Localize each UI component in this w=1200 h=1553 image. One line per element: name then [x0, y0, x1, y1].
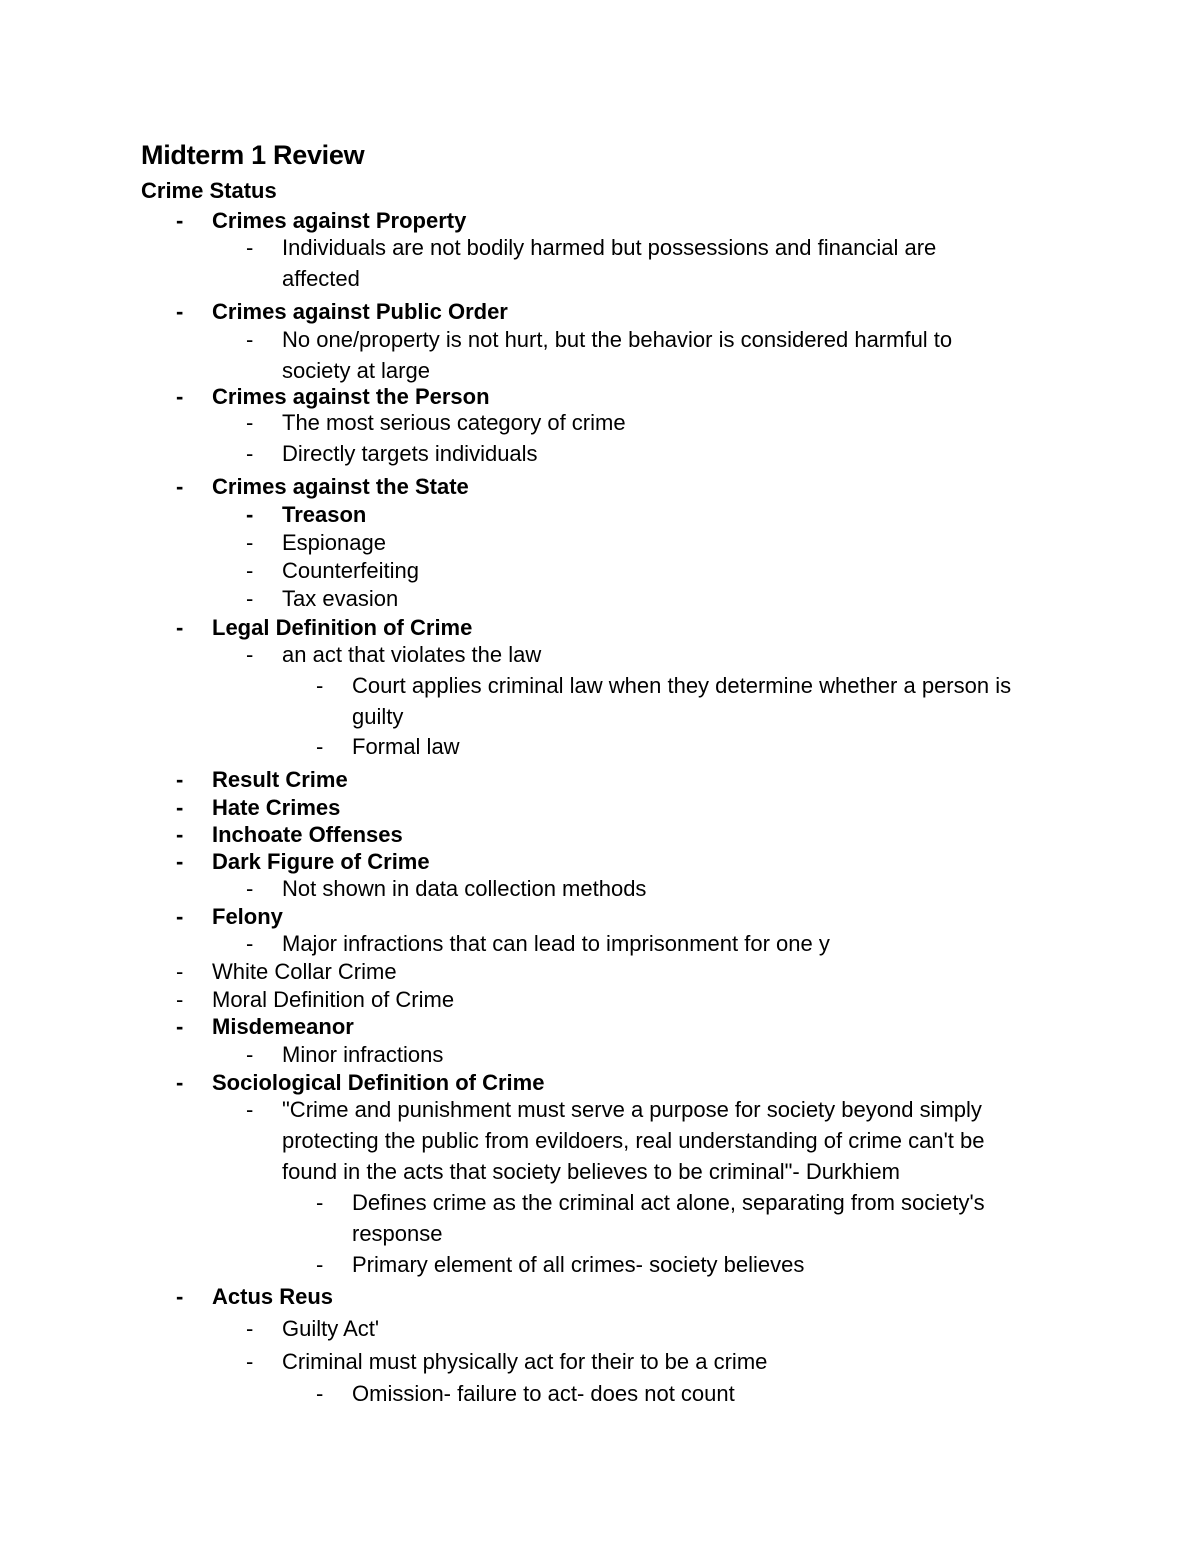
- bullet-dash: -: [176, 849, 184, 874]
- outline-item-text: Espionage: [282, 530, 386, 555]
- bullet-dash: -: [246, 586, 254, 611]
- outline-item-text: Crimes against Property: [212, 208, 467, 233]
- outline-item-text: found in the acts that society believes to be criminal"- Durkhiem: [282, 1159, 900, 1184]
- bullet-dash: -: [316, 1190, 324, 1215]
- outline-item-text: Minor infractions: [282, 1042, 444, 1067]
- outline-item-text: Not shown in data collection methods: [282, 876, 647, 901]
- bullet-dash: -: [176, 767, 184, 792]
- bullet-dash: -: [246, 441, 254, 466]
- bullet-dash: -: [176, 1284, 184, 1309]
- bullet-dash: -: [316, 1252, 324, 1277]
- bullet-dash: -: [176, 474, 184, 499]
- bullet-dash: -: [316, 1381, 324, 1406]
- outline-item-text: Result Crime: [212, 767, 348, 792]
- bullet-dash: -: [246, 642, 254, 667]
- outline-item-text: guilty: [352, 704, 404, 729]
- bullet-dash: -: [176, 822, 184, 847]
- outline-item-text: Inchoate Offenses: [212, 822, 403, 847]
- outline-item-text: response: [352, 1221, 443, 1246]
- outline-item-text: Crimes against the Person: [212, 384, 490, 409]
- outline-item-text: society at large: [282, 358, 430, 383]
- bullet-dash: -: [316, 673, 324, 698]
- outline-item-text: Court applies criminal law when they determine whether a person is: [352, 673, 1012, 698]
- bullet-dash: -: [176, 987, 184, 1012]
- outline-item-text: Sociological Definition of Crime: [212, 1070, 545, 1095]
- outline-item-text: Tax evasion: [282, 586, 399, 611]
- outline-item-text: protecting the public from evildoers, real understanding of crime can't be: [282, 1128, 985, 1153]
- bullet-dash: -: [176, 384, 184, 409]
- outline-item-text: Misdemeanor: [212, 1014, 354, 1039]
- bullet-dash: -: [176, 1070, 184, 1095]
- outline-item-text: Legal Definition of Crime: [212, 615, 473, 640]
- bullet-dash: -: [176, 615, 184, 640]
- bullet-dash: -: [176, 904, 184, 929]
- bullet-dash: -: [246, 530, 254, 555]
- outline-item-text: Crimes against the State: [212, 474, 469, 499]
- bullet-dash: -: [176, 208, 184, 233]
- outline-item-text: No one/property is not hurt, but the behavior is considered harmful to: [282, 327, 953, 352]
- section-heading: Crime Status: [141, 178, 277, 203]
- bullet-dash: -: [246, 1349, 254, 1374]
- document-title: Midterm 1 Review: [141, 140, 365, 170]
- outline-item-text: White Collar Crime: [212, 959, 397, 984]
- outline-item-text: Moral Definition of Crime: [212, 987, 455, 1012]
- outline-item-text: Treason: [282, 502, 367, 527]
- bullet-dash: -: [246, 876, 254, 901]
- bullet-dash: -: [246, 235, 254, 260]
- bullet-dash: -: [176, 299, 184, 324]
- outline-item-text: Defines crime as the criminal act alone, separating from society's: [352, 1190, 985, 1215]
- outline-item-text: Omission- failure to act- does not count: [352, 1381, 735, 1406]
- bullet-dash: -: [246, 931, 254, 956]
- outline-item-text: Criminal must physically act for their to be a crime: [282, 1349, 768, 1374]
- outline-item-text: Primary element of all crimes- society believes: [352, 1252, 805, 1277]
- outline-item-text: Major infractions that can lead to imprisonment for one y: [282, 931, 830, 956]
- outline-item-text: Actus Reus: [212, 1284, 334, 1309]
- outline-item-text: Guilty Act': [282, 1316, 380, 1341]
- bullet-dash: -: [246, 1097, 254, 1122]
- bullet-dash: -: [246, 1316, 254, 1341]
- bullet-dash: -: [246, 1042, 254, 1067]
- outline-item-text: The most serious category of crime: [282, 410, 626, 435]
- outline-item-text: Felony: [212, 904, 283, 929]
- outline-item-text: affected: [282, 266, 360, 291]
- bullet-dash: -: [246, 410, 254, 435]
- outline-item-text: an act that violates the law: [282, 642, 542, 667]
- outline-item-text: Counterfeiting: [282, 558, 419, 583]
- outline-item-text: Formal law: [352, 734, 460, 759]
- bullet-dash: -: [176, 795, 184, 820]
- bullet-dash: -: [316, 734, 324, 759]
- outline-item-text: Crimes against Public Order: [212, 299, 508, 324]
- bullet-dash: -: [176, 1014, 184, 1039]
- outline-item-text: Individuals are not bodily harmed but possessions and financial are: [282, 235, 937, 260]
- outline-item-text: "Crime and punishment must serve a purpose for society beyond simply: [282, 1097, 982, 1122]
- bullet-dash: -: [246, 327, 254, 352]
- bullet-dash: -: [246, 502, 254, 527]
- bullet-dash: -: [246, 558, 254, 583]
- outline-item-text: Hate Crimes: [212, 795, 341, 820]
- outline-item-text: Directly targets individuals: [282, 441, 538, 466]
- bullet-dash: -: [176, 959, 184, 984]
- outline-item-text: Dark Figure of Crime: [212, 849, 430, 874]
